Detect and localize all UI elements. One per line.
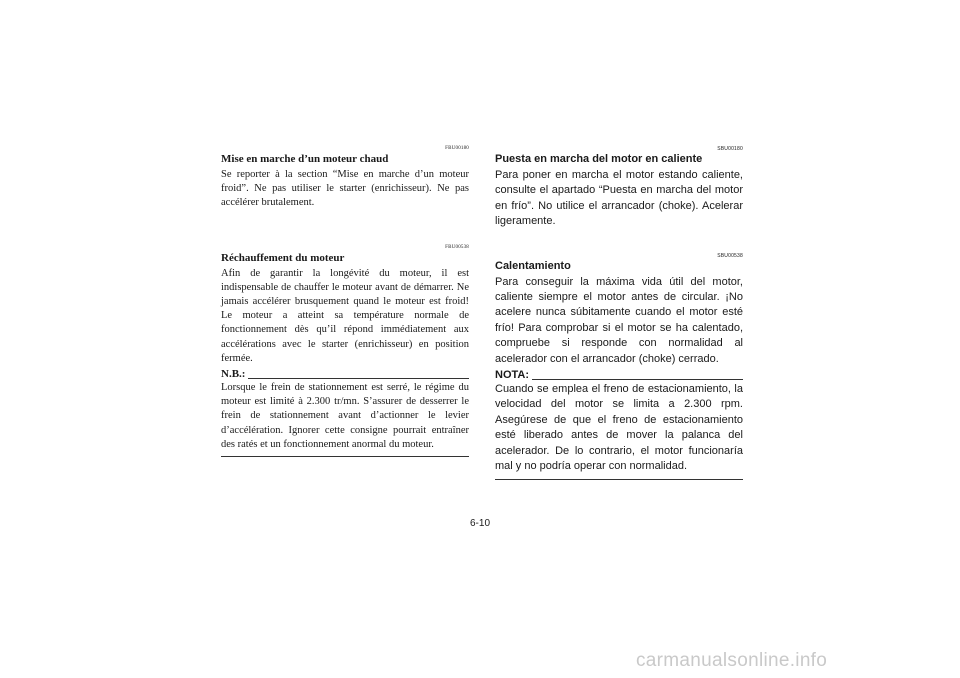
note-body: Lorsque le frein de stationnement est serré, le régime du moteur est limité à 2.300 tr/mn. S’assurer de desserrer le frein de stationnement avant d’actionner le levier d’accélération. Ignorer cette consigne pourrait entraîner des ratés et un fonctionnement anormal du moteur. (221, 382, 469, 450)
section-title: Calentamiento (495, 259, 571, 272)
watermark: carmanualsonline.info (636, 650, 828, 671)
section-title: Mise en marche d’un moteur chaud (221, 153, 389, 165)
section-code: SBU00538 (717, 252, 743, 259)
note-rule (248, 378, 469, 379)
note-end-rule (221, 456, 469, 457)
section-code: SBU00180 (717, 146, 743, 152)
section-body: Para conseguir la máxima vida útil del motor, caliente siempre el motor antes de circular. ¡No acelere nunca súbitamente cuando el motor esté frío! Para comprobar si el motor se ha calentado, compruebe si responde con normalidad al acelerador con el arrancador (choke) cerrado. (495, 275, 743, 365)
note-header (221, 368, 469, 381)
note-end-rule (495, 479, 743, 480)
note-rule (532, 379, 743, 380)
section-body: Se reporter à la section “Mise en marche d’un moteur froid”. Ne pas utiliser le starter (enrichisseur). Ne pas accélérer brutalement. (221, 169, 469, 209)
note-label: N.B.: (221, 368, 246, 381)
french-column (221, 146, 469, 457)
note-body: Cuando se emplea el freno de estacionamiento, la velocidad del motor se limita a 2.300 rpm. Asegúrese de que el freno de estacionamiento esté liberado antes de mover la palanca del acelerador. De lo contrario, el motor funcionaría mal y no podría operar con normalidad. (495, 383, 743, 473)
section-code: FBU00180 (445, 146, 469, 151)
section-body: Para poner en marcha el motor estando caliente, consulte el apartado “Puesta en marcha del motor en frío”. No utilice el arrancador (choke). Acelerar ligeramente. (495, 169, 743, 228)
section-title: Puesta en marcha del motor en caliente (495, 153, 703, 165)
note-header (495, 369, 743, 382)
spanish-column (495, 146, 743, 480)
section-code: FBU00538 (445, 244, 469, 250)
page-number: 6-10 (469, 518, 490, 529)
section-title: Réchauffement du moteur (221, 251, 345, 264)
note-label: NOTA: (495, 369, 530, 382)
section-body: Afin de garantir la longévité du moteur, il est indispensable de chauffer le moteur avant de démarrer. Ne jamais accélérer brusquement quand le moteur est froid! Le moteur a atteint sa température normale de fonctionnement dès qu’il répond immédiatement aux accélérations avec le starter (enrichisseur) en position fermée. (221, 267, 469, 364)
